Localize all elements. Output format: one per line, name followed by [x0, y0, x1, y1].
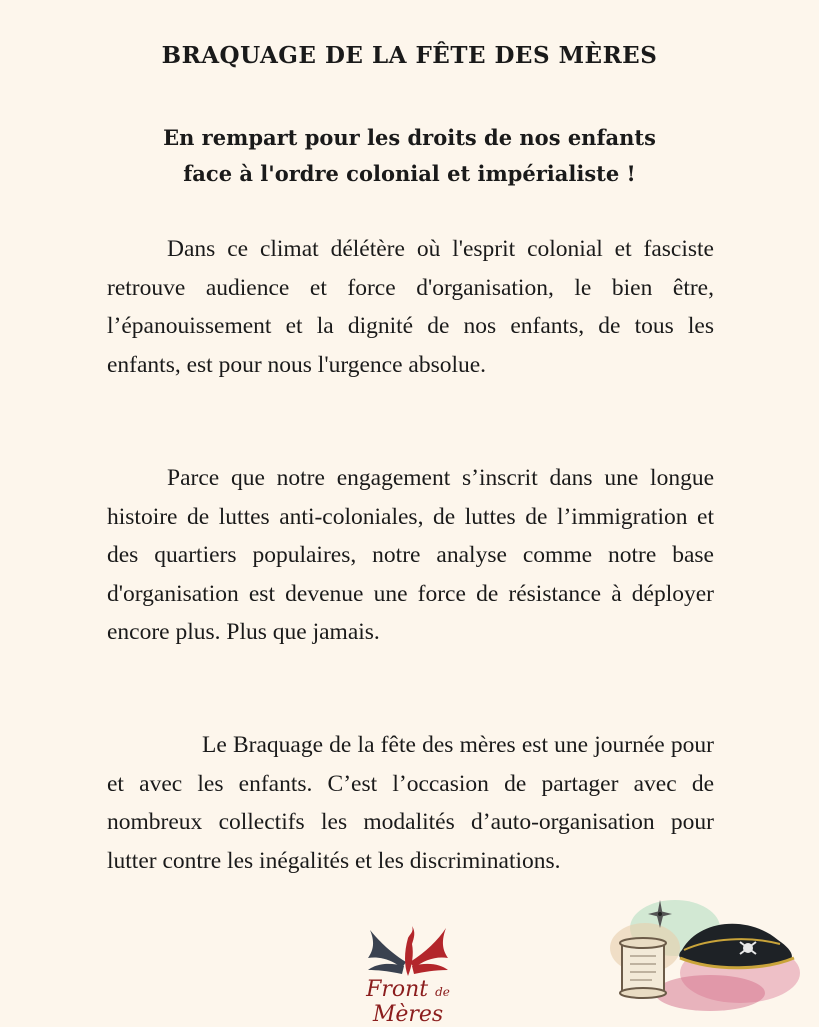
paragraph-3: Le Braquage de la fête des mères est une journée pour et avec les enfants. C’est l’occasion de partager avec de nombreux collectifs les modalités d’auto-organisation pour lutter contre les inégalités et les discriminations. [107, 732, 714, 874]
bird-wings-logo-icon [328, 922, 488, 980]
scroll-icon [620, 938, 666, 998]
subtitle-line-2: face à l'ordre colonial et impérialiste ! [183, 161, 636, 186]
paragraph-2: Parce que notre engagement s’inscrit dans une longue histoire de luttes anti-coloniales, de luttes de l’immigration et des quartiers populaires, notre analyse comme notre base d'organisation est devenue une force de résistance à déployer encore plus. Plus que jamais. [107, 465, 714, 645]
watercolor-decoration [600, 888, 810, 1013]
logo-text [328, 977, 488, 1027]
logo-word-meres: Mères [372, 1002, 444, 1027]
logo-word-de: de [435, 985, 450, 999]
page-title: BRAQUAGE DE LA FÊTE DES MÈRES [161, 42, 658, 69]
watercolor-rose-blob [655, 975, 765, 1011]
front-de-meres-logo [328, 922, 488, 1027]
subtitle [0, 120, 819, 192]
paragraph-1: Dans ce climat délétère où l'esprit colonial et fasciste retrouve audience et force d'organisation, le bien être, l’épanouissement et la dignité de nos enfants, de tous les enfants, est pour nous l'urgence absolue. [107, 236, 714, 378]
subtitle-line-1: En rempart pour les droits de nos enfants [163, 125, 656, 150]
logo-word-front: Front [366, 977, 429, 1002]
